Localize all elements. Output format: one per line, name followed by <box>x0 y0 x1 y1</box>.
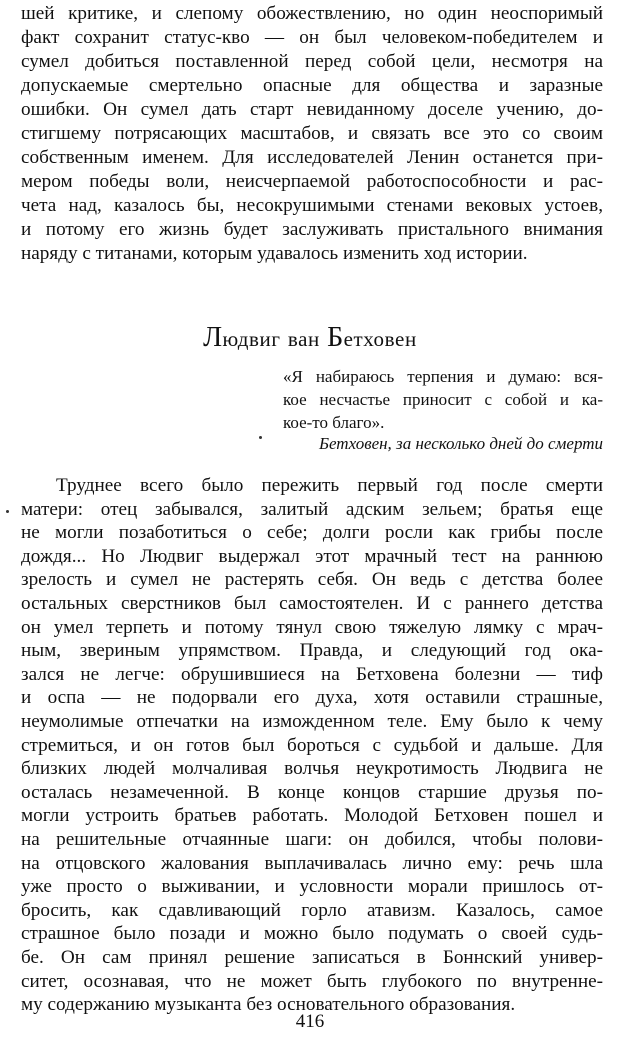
text-line: чета над, казалось бы, несокрушимыми стенами вековых устоев, <box>21 195 603 216</box>
text-line: стремиться, и он готов был бороться с судьбой и дальше. Для <box>21 734 603 756</box>
heading-initial: Л <box>203 322 223 353</box>
text-line: Труднее всего было пережить первый год после смерти <box>56 475 603 496</box>
text-line: мером победы воли, неисчерпаемой работоспособности и рас- <box>21 171 603 192</box>
epigraph-line: кое несчастье приносит с собой и ка- <box>283 390 603 409</box>
text-line: собственным именем. Для исследователей Ленин останется при- <box>21 147 603 168</box>
text-line: уже просто о выживании, и условности морали пришлось от- <box>21 876 603 898</box>
text-line: бе. Он сам принял решение записаться в Боннский универ- <box>21 947 603 968</box>
scan-speck <box>259 436 262 439</box>
text-line: страшное было позади и можно было подумать о своей судь- <box>21 923 603 945</box>
epigraph-line: кое-то благо». <box>283 413 385 432</box>
text-line: стигшему потрясающих масштабов, и связать все это со своим <box>21 123 603 144</box>
heading-rest: етховен <box>343 327 417 351</box>
text-line: осталась незамеченной. В конце концов старшие друзья по- <box>21 781 603 803</box>
text-line: ным, звериным упрямством. Правда, и следующий год ока- <box>21 640 603 662</box>
text-line: он умел терпеть и потому тянул свою тяжелую лямку с мрач- <box>21 616 603 638</box>
text-line: ситет, осознавая, что не может быть глубокого по внутренне- <box>21 970 603 992</box>
scan-speck <box>6 510 9 513</box>
text-line: и потому его жизнь будет заслуживать пристального внимания <box>21 219 603 240</box>
page-number: 416 <box>295 1011 325 1032</box>
text-line: могли устроить братьев работать. Молодой Бетховен пошел и <box>21 805 603 827</box>
text-line: ошибки. Он сумел дать старт невиданному доселе учению, до- <box>21 99 603 120</box>
chapter-heading <box>0 318 620 358</box>
heading-particle: ван <box>287 327 320 351</box>
text-line: остальных сверстников был самостоятелен. И с раннего детства <box>21 593 603 614</box>
text-line: неумолимые отпечатки на изможденном теле. Ему было к чему <box>21 711 603 732</box>
text-line: допускаемые смертельно опасные для общества и заразные <box>21 75 603 96</box>
text-line: му содержанию музыканта без основательного образования. <box>21 994 516 1016</box>
heading-rest: юдвиг <box>222 327 281 351</box>
epigraph-line: «Я набираюсь терпения и думаю: вся- <box>283 367 603 386</box>
text-line: бросить, как сдавливающий горло атавизм. Казалось, самое <box>21 899 603 921</box>
text-line: близких людей молчаливая волчья неукротимость Людвига не <box>21 758 603 780</box>
text-line: зрелость и сумел не растерять себя. Он ведь с детства более <box>21 569 603 591</box>
text-line: сумел добиться поставленной перед собой цели, несмотря на <box>21 51 603 72</box>
text-line: не могли позаботиться о себе; долги росли как грибы после <box>21 522 603 544</box>
text-line: зался не легче: обрушившиеся на Бетховена болезни — тиф <box>21 663 603 685</box>
text-line: и оспа — не подорвали его духа, хотя оставили страшные, <box>21 687 603 709</box>
text-line: дождя... Но Людвиг выдержал этот мрачный тест на раннюю <box>21 545 603 567</box>
text-line: на отцовского жалования выплачивалась лично ему: речь шла <box>21 852 603 874</box>
text-line: факт сохранит статус-кво — он был человеком-победителем и <box>21 27 603 48</box>
text-line: шей критике, и слепому обожествлению, но один неоспоримый <box>21 3 603 24</box>
epigraph-attribution: Бетховен, за несколько дней до смерти <box>318 434 603 453</box>
heading-initial: Б <box>327 322 344 353</box>
text-line: наряду с титанами, которым удавалось изменить ход истории. <box>21 243 528 264</box>
text-line: матери: отец забывался, залитый адским зельем; братья еще <box>21 498 603 520</box>
text-line: на решительные отчаянные шаги: он добился, чтобы полови- <box>21 829 603 850</box>
